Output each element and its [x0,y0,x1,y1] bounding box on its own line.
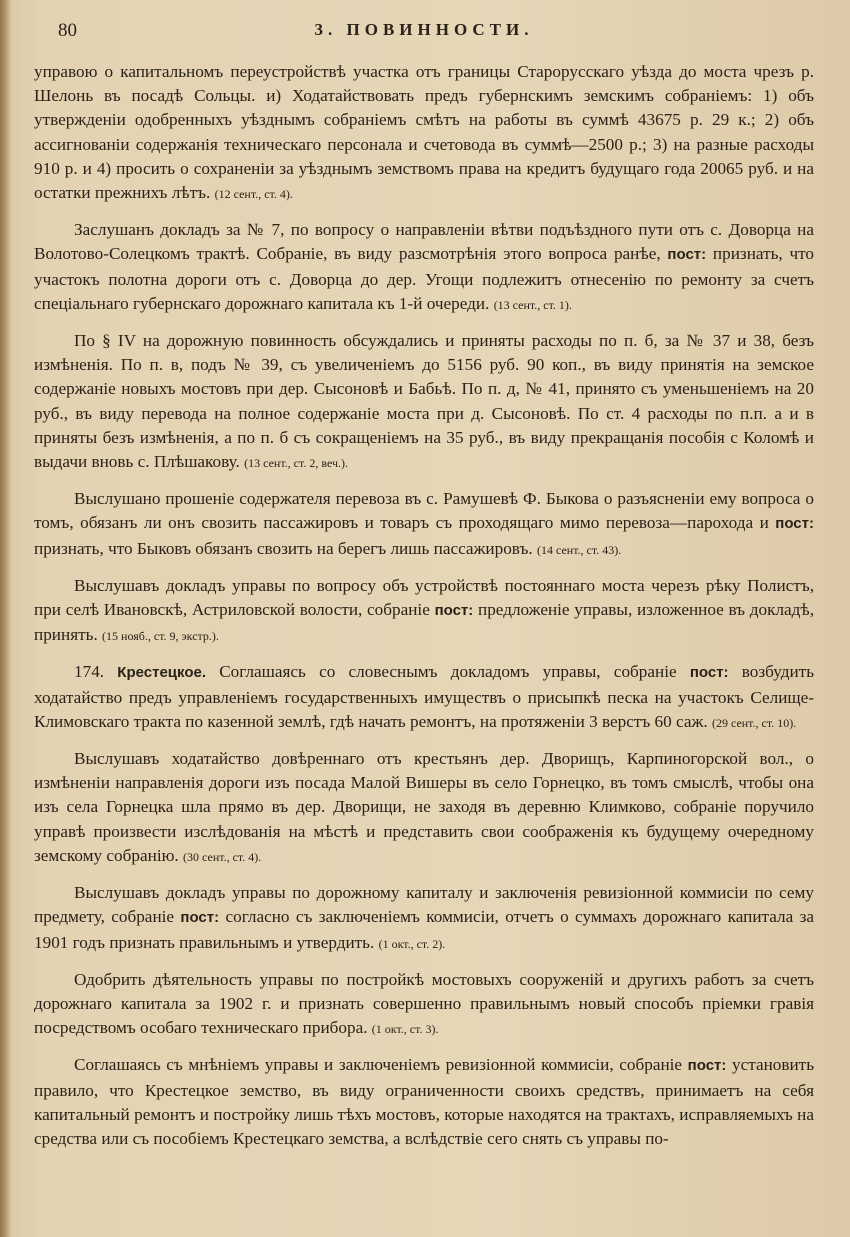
paragraph-text: возбудить ходатайство предъ управленіемъ государственныхъ имуществъ о присыпкѣ песка на участокъ Селище-Климовскаго тракта по казенной землѣ, гдѣ начать ремонтъ, на протяженіи 3 верстъ 60 саж. [34,662,815,731]
resolution-keyword: пост: [687,1057,727,1075]
paragraph-reference: (1 окт., ст. 3). [371,1022,439,1037]
paragraph-1 [34,60,814,206]
paragraph-text: признать, что Быковъ обязанъ свозить на берегъ лишь пассажировъ. [34,538,533,558]
paragraph-reference: (15 нояб., ст. 9, экстр.). [102,629,219,644]
paragraph-text: управою о капитальномъ переустройствѣ участка отъ границы Старорусскаго уѣзда до моста чрезъ р. Шелонь въ посадѣ Сольцы. и) Ходатайствовать предъ губернскимъ земскимъ собраніемъ: 1) объ утвержденіи одобренныхъ уѣзднымъ собраніемъ смѣтъ на работы въ суммѣ 43675 р. 29 к.; 2) объ ассигнованіи содержанія техническаго персонала и счетовода въ суммѣ—2500 р.; 3) на разные расходы 910 р. и 4) просить о сохраненіи за уѣзднымъ земствомъ права на кредитъ будущаго года 20065 руб. и на остатки прежнихъ лѣтъ. [34,62,814,203]
resolution-keyword: пост: [775,515,814,533]
paragraph-text: предложеніе управы, изложенное въ докладѣ, принять. [34,600,815,645]
paragraph-7 [34,747,814,869]
paragraph-text: Выслушавъ докладъ управы по вопросу объ устройствѣ постояннаго моста черезъ рѣку Полистъ, при селѣ Ивановскѣ, Астриловской волости, собраніе [34,575,814,620]
paragraph-8 [34,881,814,956]
paragraph-text: согласно съ заключеніемъ коммисіи, отчетъ о суммахъ дорожнаго капитала за 1901 годъ признать правильнымъ и утвердить. [34,907,814,952]
paragraph-reference: (29 сент., ст. 10). [711,715,797,730]
paragraph-reference: (14 сент., ст. 43). [536,542,622,557]
section-title: Крестецкое. [117,664,206,682]
resolution-keyword: пост: [689,664,729,682]
resolution-keyword: пост: [180,909,220,927]
paragraph-reference: (1 окт., ст. 2). [378,936,446,951]
paragraph-reference: (13 сент., ст. 2, веч.). [244,456,349,471]
paragraph-text: Соглашаясь съ мнѣніемъ управы и заключеніемъ ревизіонной коммисіи, собраніе [74,1055,683,1075]
paragraph-5 [34,574,814,649]
paragraph-reference: (13 сент., ст. 1). [493,297,572,312]
paragraph-10 [34,1053,814,1151]
paragraph-text: Заслушанъ докладъ за № 7, по вопросу о направленіи вѣтви подъѣздного пути отъ с. Доворца на Волотово-Солецкомъ трактѣ. Собраніе, въ виду разсмотрѣнія этого вопроса ранѣе, [34,220,814,264]
paragraph-text: Выслушавъ ходатайство довѣреннаго отъ крестьянъ дер. Дворищъ, Карпиногорской вол., о измѣненіи направленія дороги изъ посада Малой Вишеры въ село Горнецко, въ томъ смыслѣ, чтобы она изъ села Горнецка шла прямо въ дер. Дворищи, не заходя въ деревню Климково, собраніе поручило управѣ произвести изслѣдованія на мѣстѣ и представить свои соображенія къ будущему очередному земскому собранію. [34,749,814,865]
page-number: 80 [58,20,77,41]
paragraph-9 [34,968,814,1042]
paragraph-text: Выслушано прошеніе содержателя перевоза въ с. Рамушевѣ Ф. Быкова о разъясненіи ему вопроса о томъ, обязанъ ли онъ свозить пассажировъ и товаръ съ проходящаго мимо перевоза—парохода и [34,489,814,533]
paragraph-reference: (30 сент., ст. 4). [183,849,262,864]
paragraph-text: По § IV на дорожную повинность обсуждались и приняты расходы по п. б, за № 37 и 38, безъ измѣненія. По п. в, подъ № 39, съ увеличеніемъ до 5156 руб. 90 коп., въ виду принятія на земское содержаніе новыхъ мостовъ при дер. Сысоновѣ и Бабьѣ. По п. д, № 41, принято съ уменьшеніемъ на 20 руб., въ виду перевода на полное содержаніе моста при д. Сысоновѣ. По ст. 4 расходы по п.п. а и в приняты безъ измѣненія, а по п. б съ сокращеніемъ на 35 руб., въ виду прекращанія пособія с Коломѣ и выдачи вновь с. Плѣшакову. [34,331,814,472]
paragraph-text: Одобрить дѣятельность управы по постройкѣ мостовыхъ сооруженій и другихъ работъ за счетъ дорожнаго капитала за 1902 г. и признать совершенно правильнымъ новый способъ пріемки гравія посредствомъ особаго техническаго прибора. [34,969,814,1038]
running-title: 3. ПОВИННОСТИ. [314,20,534,39]
paragraph-reference: (12 сент., ст. 4). [214,187,293,202]
paragraph-text: Выслушавъ докладъ управы по дорожному капиталу и заключенія ревизіонной коммисіи по сему предмету, собраніе [34,883,814,927]
paragraph-3 [34,329,814,475]
paragraph-text: Соглашаясь со словеснымъ докладомъ управы, собраніе [219,662,677,682]
page-header [34,18,814,46]
resolution-keyword: пост: [434,602,474,620]
paragraph-4 [34,487,814,562]
paragraph-6-section-174 [34,660,814,735]
resolution-keyword: пост: [667,246,707,264]
paragraph-text: признать, что участокъ полотна дороги отъ с. Доворца до дер. Угощи подлежитъ отнесенію по ремонту за счетъ спеціальнаго губернскаго дорожнаго капитала къ 1-й очереди. [34,244,815,313]
page-edge-shadow [0,0,12,1237]
paragraph-text: установить правило, что Крестецкое земство, въ виду ограниченности своихъ средствъ, принимаетъ на себя капитальный ремонтъ и постройку лишь тѣхъ мостовъ, которые находятся на трактахъ, исправляемыхъ на средства или съ пособіемъ Крестецкаго земства, а вслѣдствіе сего снять съ управы по- [34,1055,815,1148]
section-number: 174. [74,662,105,682]
paragraph-2 [34,218,814,317]
